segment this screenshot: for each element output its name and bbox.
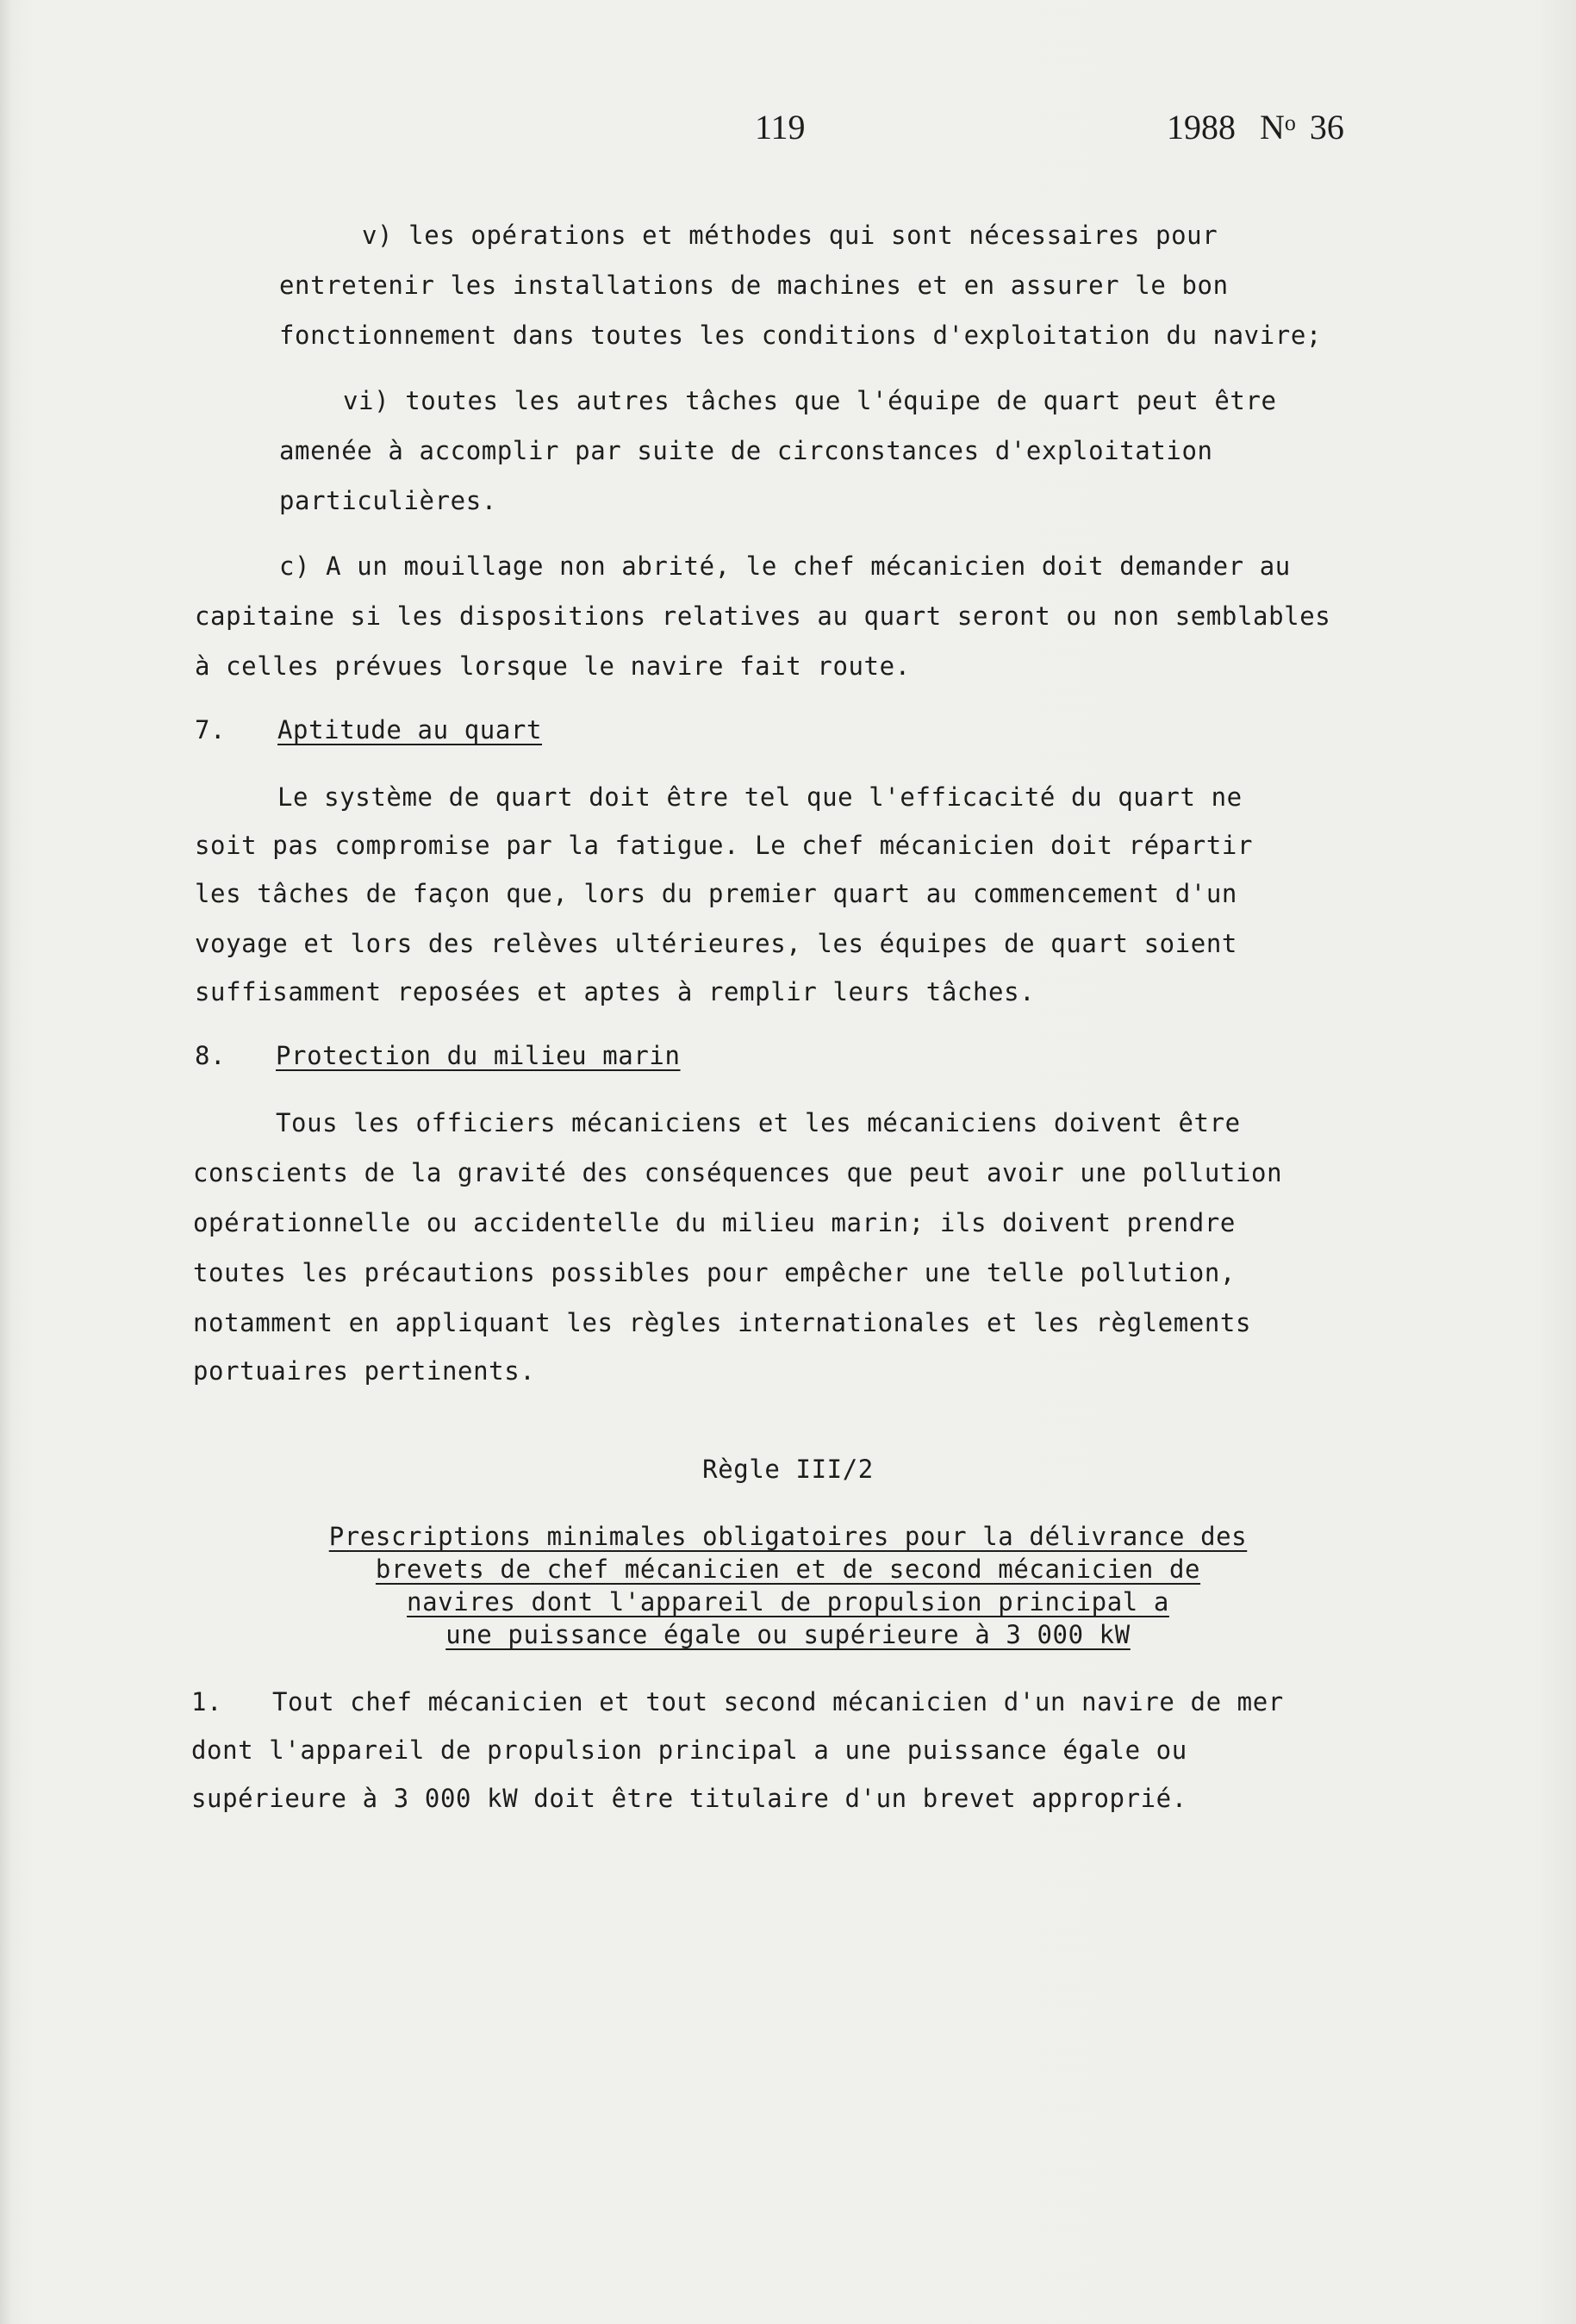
number: 36 [1309,108,1344,146]
page-number: 119 [755,108,806,146]
section-8-line-2: conscients de la gravité des conséquences que peut avoir une pollution [193,1158,1283,1187]
para-vi-line-1: vi) toutes les autres tâches que l'équipe de quart peut être [343,386,1277,415]
clause-1-line-1: Tout chef mécanicien et tout second mécanicien d'un navire de mer [272,1687,1284,1717]
section-8-line-1: Tous les officiers mécaniciens et les mécaniciens doivent être [276,1108,1241,1137]
regle-heading-line-4: une puissance égale ou supérieure à 3 000 kW [445,1620,1131,1649]
para-v-line-3: fonctionnement dans toutes les conditions d'exploitation du navire; [279,321,1322,350]
para-vi-line-3: particulières. [279,486,497,515]
regle-title: Règle III/2 [702,1455,874,1484]
para-vi-line-2: amenée à accomplir par suite de circonstances d'exploitation [279,436,1213,465]
document-number [1167,107,1344,147]
section-8-line-6: portuaires pertinents. [193,1356,536,1386]
section-7-line-1: Le système de quart doit être tel que l'efficacité du quart ne [277,782,1243,812]
regle-heading-line-1: Prescriptions minimales obligatoires pour la délivrance des [328,1522,1248,1551]
para-v-line-2: entretenir les installations de machines et en assurer le bon [279,271,1229,300]
section-7-line-4: voyage et lors des relèves ultérieures, les équipes de quart soient [195,929,1237,958]
section-7-line-5: suffisamment reposées et aptes à remplir leurs tâches. [195,977,1036,1006]
regle-heading-line-2: brevets de chef mécanicien et de second mécanicien de [375,1555,1201,1584]
section-7-number: 7. [195,715,227,745]
regle-heading-line-3: navires dont l'appareil de propulsion principal a [407,1587,1169,1617]
para-c-line-1: c) A un mouillage non abrité, le chef mécanicien doit demander au [279,551,1291,581]
year: 1988 [1167,108,1236,146]
section-7-line-2: soit pas compromise par la fatigue. Le chef mécanicien doit répartir [195,831,1254,860]
section-8-line-3: opérationnelle ou accidentelle du milieu marin; ils doivent prendre [193,1208,1236,1237]
clause-1-number: 1. [191,1687,223,1717]
section-8-line-5: notamment en appliquant les règles internationales et les règlements [193,1308,1252,1337]
clause-1-line-2: dont l'appareil de propulsion principal a une puissance égale ou [191,1735,1187,1765]
section-7-line-3: les tâches de façon que, lors du premier quart au commencement d'un [195,879,1237,908]
number-label: $N^o$ [1260,108,1296,146]
section-8-title: Protection du milieu marin [276,1041,681,1070]
para-c-line-2: capitaine si les dispositions relatives au quart seront ou non semblables [195,601,1331,631]
para-c-line-3: à celles prévues lorsque le navire fait route. [195,651,911,681]
section-8-number: 8. [195,1041,227,1070]
section-8-line-4: toutes les précautions possibles pour empêcher une telle pollution, [193,1258,1236,1287]
clause-1-line-3: supérieure à 3 000 kW doit être titulaire d'un brevet approprié. [191,1784,1187,1813]
para-v-line-1: v) les opérations et méthodes qui sont nécessaires pour [362,221,1218,250]
section-7-title: Aptitude au quart [277,715,543,745]
